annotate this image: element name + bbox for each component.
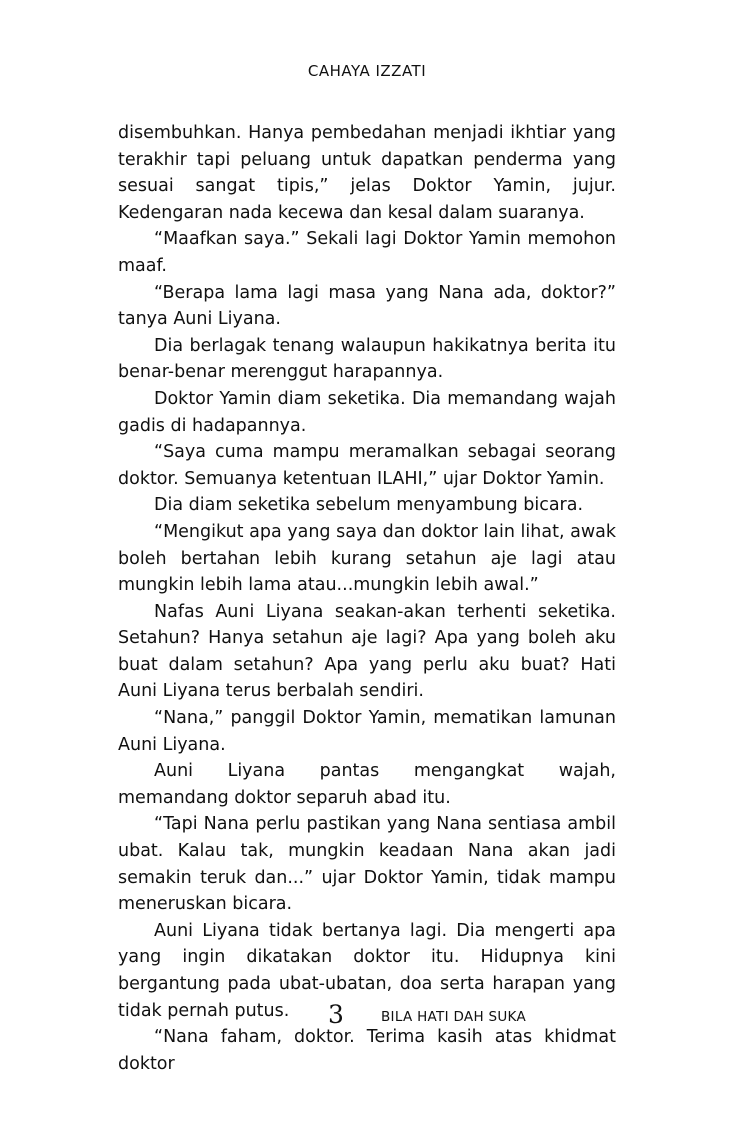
paragraph: Doktor Yamin diam seketika. Dia memandang wajah gadis di hadapannya. — [118, 388, 616, 436]
body-text — [118, 120, 616, 1077]
running-header-author: CAHAYA IZZATI — [307, 62, 427, 80]
paragraph: Dia berlagak tenang walaupun hakikatnya berita itu benar-benar merenggut harapannya. — [118, 335, 616, 383]
paragraph: “Maafkan saya.” Sekali lagi Doktor Yamin memohon maaf. — [118, 229, 616, 276]
paragraph: “Nana,” panggil Doktor Yamin, mematikan lamunan Auni Liyana. — [118, 708, 616, 755]
paragraph: Auni Liyana pantas mengangkat wajah, memandang doktor separuh abad itu. — [118, 761, 616, 808]
paragraph: “Saya cuma mampu meramalkan sebagai seorang doktor. Semuanya ketentuan ILAHI,” ujar Doktor Yamin. — [118, 442, 616, 489]
paragraph: “Nana faham, doktor. Terima kasih atas khidmat doktor — [118, 1027, 616, 1074]
page-number: 3 — [328, 1000, 344, 1029]
paragraph: “Mengikut apa yang saya dan doktor lain lihat, awak boleh bertahan lebih kurang setahun aje lagi atau mungkin lebih lama atau...mungkin lebih awal.” — [118, 521, 616, 596]
paragraph: “Berapa lama lagi masa yang Nana ada, doktor?” tanya Auni Liyana. — [118, 282, 616, 330]
paragraph: disembuhkan. Hanya pembedahan menjadi ikhtiar yang terakhir tapi peluang untuk dapatkan penderma yang sesuai sangat tipis,” jelas Doktor Yamin, jujur. Kedengaran nada kecewa dan kesal dalam suaranya. — [118, 123, 616, 223]
paragraph: Nafas Auni Liyana seakan-akan terhenti seketika. Setahun? Hanya setahun aje lagi? Apa yang boleh aku buat dalam setahun? Apa yang perlu aku buat? Hati Auni Liyana terus berbalah sendiri. — [118, 601, 616, 702]
paragraph: Dia diam seketika sebelum menyambung bicara. — [154, 495, 584, 516]
book-title: BILA HATI DAH SUKA — [381, 1009, 526, 1025]
paragraph: Auni Liyana tidak bertanya lagi. Dia mengerti apa yang ingin dikatakan doktor itu. Hidupnya kini bergantung pada ubat-ubatan, doa serta harapan yang tidak pernah putus. — [118, 920, 616, 1021]
running-footer — [0, 1000, 734, 1034]
paragraph: “Tapi Nana perlu pastikan yang Nana sentiasa ambil ubat. Kalau tak, mungkin keadaan Nana akan jadi semakin teruk dan...” ujar Doktor Yamin, tidak mampu meneruskan bicara. — [118, 814, 616, 915]
